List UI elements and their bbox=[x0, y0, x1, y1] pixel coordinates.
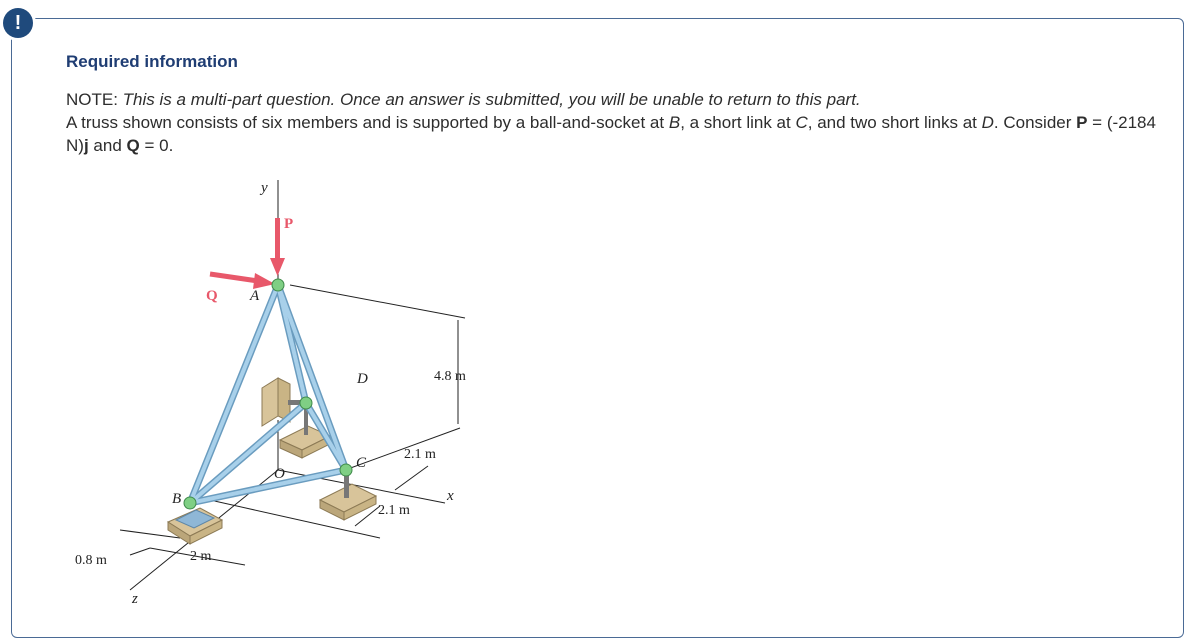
label-Q: Q bbox=[206, 288, 218, 304]
label-A: A bbox=[250, 288, 260, 304]
note-italic: This is a multi-part question. Once an answer is submitted, you will be unable to return to this part. bbox=[122, 90, 861, 109]
label-y: y bbox=[261, 180, 268, 196]
note-line: NOTE: This is a multi-part question. Once an answer is submitted, you will be unable to return to this part. bbox=[66, 90, 861, 109]
dim-0-8: 0.8 m bbox=[75, 553, 107, 568]
label-C: C bbox=[356, 455, 367, 471]
label-P: P bbox=[284, 216, 294, 232]
dim-2: 2 m bbox=[190, 549, 212, 564]
label-B: B bbox=[172, 491, 182, 507]
alert-icon: ! bbox=[3, 8, 33, 38]
force-P-arrow bbox=[270, 218, 285, 276]
label-z: z bbox=[132, 591, 138, 607]
force-Q-arrow bbox=[210, 273, 275, 289]
label-x: x bbox=[447, 488, 454, 504]
label-D: D bbox=[357, 371, 368, 387]
dim-upper-2-1: 2.1 m bbox=[404, 447, 436, 462]
label-O: O bbox=[274, 466, 285, 482]
problem-statement bbox=[66, 88, 1156, 157]
problem-text: A truss shown consists of six members and is supported by a ball-and-socket at B, a short link at C, and two short links at D. Consider P = (-2184 N)j and Q = 0. bbox=[66, 113, 1156, 155]
dim-height: 4.8 m bbox=[434, 369, 466, 384]
required-info-heading: Required information bbox=[66, 52, 238, 71]
truss-figure bbox=[60, 170, 500, 610]
dim-lower-2-1: 2.1 m bbox=[378, 503, 410, 518]
